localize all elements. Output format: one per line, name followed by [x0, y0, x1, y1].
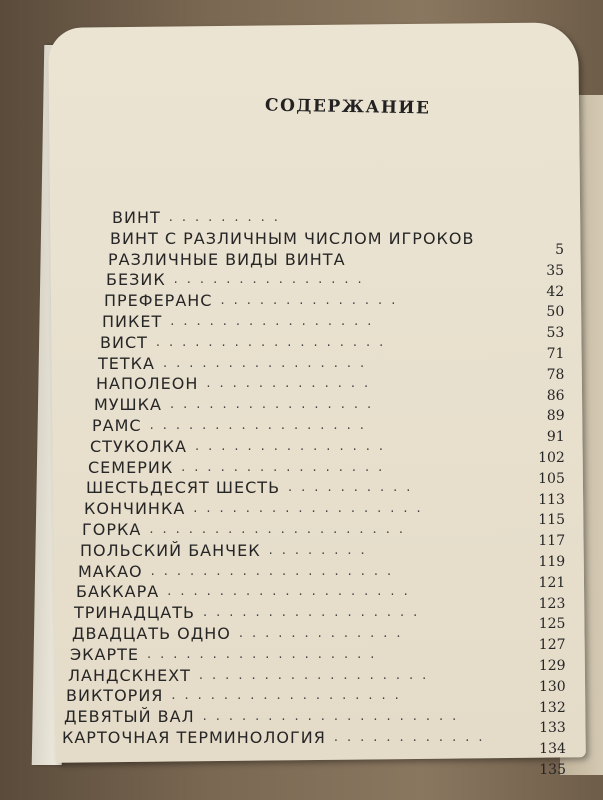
toc-page-number: 78	[546, 366, 565, 383]
toc-entry-title: ЭКАРТЕ	[70, 644, 140, 664]
toc-page-number: 117	[538, 533, 566, 550]
toc-entry-title: ПОЛЬСКИЙ БАНЧЕК	[80, 540, 261, 560]
toc-entry-title: МАКАО	[78, 561, 143, 581]
toc-page-number: 121	[538, 574, 566, 591]
toc-entry-title: СЕМЕРИК	[88, 457, 174, 477]
dot-leader: .................	[149, 418, 373, 433]
toc-entry-title: РАМС	[92, 416, 142, 435]
toc-entry	[78, 562, 400, 582]
toc-entry	[90, 437, 392, 457]
toc-entry	[106, 270, 371, 290]
dot-leader: ..................	[171, 688, 408, 704]
toc-entry-title: ВИНТ	[112, 208, 161, 227]
toc-page-number: 119	[538, 554, 566, 570]
toc-page-number: 50	[546, 304, 565, 321]
toc-page-number: 89	[546, 408, 565, 425]
toc-entry	[70, 645, 383, 665]
toc-entry-title: ВИКТОРИЯ	[66, 686, 164, 706]
toc-entry	[108, 250, 346, 270]
toc-entry-title: ДВАДЦАТЬ ОДНО	[72, 624, 231, 643]
toc-entry	[76, 582, 417, 602]
dot-leader: ...................	[150, 563, 401, 579]
dot-leader: ..................	[147, 646, 384, 662]
dot-leader: ..............	[220, 293, 405, 309]
toc-entry	[68, 666, 435, 686]
toc-entry-title: РАЗЛИЧНЫЕ ВИДЫ ВИНТА	[108, 249, 346, 269]
toc-entry-title: ТРИНАДЦАТЬ	[74, 603, 195, 623]
toc-page-number: 115	[538, 512, 566, 529]
toc-entry	[88, 458, 391, 478]
toc-entry	[92, 416, 373, 436]
toc-entry	[96, 374, 377, 394]
toc-page-number: 113	[538, 491, 565, 508]
toc-entry	[94, 395, 380, 415]
toc-entry-title: ВИСТ	[100, 332, 148, 352]
toc-entry	[110, 229, 474, 249]
dot-leader: ................	[181, 459, 392, 475]
toc-page-number: 35	[546, 262, 565, 279]
toc-entry	[64, 707, 465, 727]
toc-entry	[102, 312, 380, 332]
toc-entry	[72, 624, 410, 644]
dot-leader: ..................	[155, 334, 393, 350]
toc-entry-title: КАРТОЧНАЯ ТЕРМИНОЛОГИЯ	[62, 728, 326, 747]
dot-leader: ....................	[202, 709, 466, 725]
toc-page-number: 42	[546, 283, 565, 300]
toc-page-number: 129	[538, 658, 566, 674]
toc-page-number: 91	[546, 429, 565, 446]
toc-entry-title: СТУКОЛКА	[90, 436, 187, 456]
toc-entry-title: ЛАНДСКНЕХТ	[68, 665, 191, 685]
toc-entry-title: ГОРКА	[82, 520, 142, 539]
dot-leader: .............	[238, 626, 410, 641]
toc-page-number: 102	[538, 450, 565, 466]
dot-leader: ...............	[173, 272, 371, 288]
toc-entry-title: ВИНТ С РАЗЛИЧНЫМ ЧИСЛОМ ИГРОКОВ	[110, 228, 475, 248]
toc-page-number: 135	[539, 762, 566, 778]
dot-leader: .................	[202, 605, 427, 621]
toc-entry	[84, 499, 430, 519]
toc-entry-title: ПИКЕТ	[102, 312, 163, 331]
dot-leader: ...................	[167, 584, 417, 600]
toc-entry	[62, 728, 491, 748]
toc-page-number: 125	[538, 616, 566, 633]
toc-entry-title: ПРЕФЕРАНС	[104, 291, 213, 311]
dot-leader: ....................	[149, 522, 412, 537]
dot-leader: ........	[268, 542, 374, 558]
toc-page-number: 53	[546, 325, 565, 342]
toc-page-number: 133	[539, 720, 566, 737]
toc-page-number: 127	[538, 637, 566, 654]
dot-leader: ............	[333, 730, 492, 745]
dot-leader: ..................	[198, 667, 436, 683]
toc-entry-title: БАККАРА	[76, 582, 160, 602]
toc-entry-title: НАПОЛЕОН	[96, 374, 199, 394]
toc-page-number: 134	[539, 741, 566, 758]
toc-entry-title: МУШКА	[94, 395, 162, 415]
toc-entry-title: ТЕТКА	[98, 353, 155, 373]
toc-page-number: 105	[538, 470, 565, 487]
toc-entry	[66, 686, 408, 706]
dot-leader: ................	[162, 355, 374, 371]
toc-page-number: 86	[546, 387, 565, 404]
toc-entry-title: ДЕВЯТЫЙ ВАЛ	[64, 707, 195, 727]
toc-entry	[80, 541, 374, 561]
toc-entry	[100, 333, 392, 353]
dot-leader: ................	[169, 397, 381, 413]
dot-leader: ................	[170, 314, 381, 329]
toc-entry-title: КОНЧИНКА	[84, 499, 186, 519]
dot-leader: ..........	[288, 480, 420, 496]
dot-leader: .........	[168, 210, 287, 225]
toc-entry	[112, 208, 287, 228]
toc-entry-title: БЕЗИК	[106, 270, 166, 290]
toc-entry	[98, 354, 373, 374]
toc-page-number: 132	[539, 699, 566, 716]
toc-entry	[86, 478, 419, 498]
toc-entry	[74, 603, 426, 623]
toc-page-number: 5	[555, 242, 564, 258]
toc-entry	[104, 291, 404, 311]
toc-page-number: 123	[538, 595, 566, 612]
dot-leader: .............	[206, 376, 378, 392]
dot-leader: ...............	[194, 438, 392, 454]
toc-page-number: 71	[546, 346, 565, 362]
toc-page-number: 130	[538, 678, 566, 695]
toc-entry-title: ШЕСТЬДЕСЯТ ШЕСТЬ	[86, 478, 281, 498]
contents-title: СОДЕРЖАНИЕ	[264, 95, 431, 119]
toc-entry	[82, 520, 412, 540]
dot-leader: ..................	[193, 501, 430, 517]
